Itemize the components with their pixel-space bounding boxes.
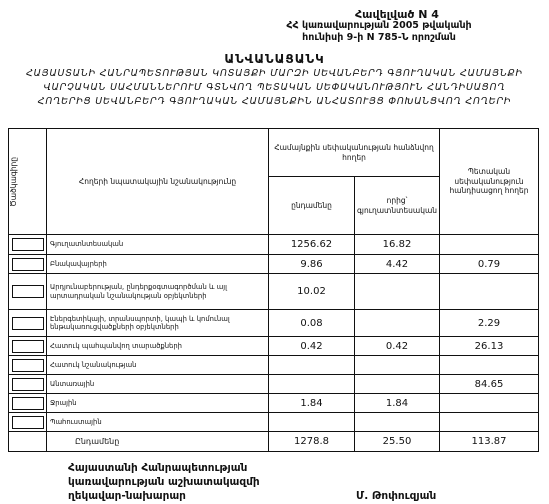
code-box	[12, 317, 44, 330]
code-box	[12, 416, 44, 429]
code-box	[12, 359, 44, 372]
signatory-name: Մ. Թոփուզյան	[356, 490, 437, 502]
value-incl: 0.42	[355, 337, 440, 356]
value-total	[269, 356, 355, 375]
appendix-line-1: ՀՀ կառավարության 2005 թվականի	[286, 20, 472, 31]
code-box	[12, 238, 44, 251]
code-cell	[9, 255, 47, 274]
footer-line-1: Հայաստանի Հանրապետության	[68, 462, 248, 474]
value-incl: 16.82	[355, 235, 440, 255]
title-line-1: ՀԱՅԱՍՏԱՆԻ ՀԱՆՐԱՊԵՏՈՒԹՅԱՆ ԿՈՏԱՅՔԻ ՄԱՐԶԻ ՍԵՎԱՆԲԵՐԴ ԳՅՈՒՂԱԿԱՆ ՀԱՄԱՅՆՔԻ	[26, 68, 523, 79]
value-total: 0.42	[269, 337, 355, 356]
value-incl	[355, 274, 440, 310]
title-line-2: ՎԱՐՉԱԿԱՆ ՍԱՀՄԱՆՆԵՐՈՒՄ ԳՏՆՎՈՂ ՊԵՏԱԿԱՆ ՍԵՓԱԿԱՆՈՒԹՅՈՒՆ ՀԱՆԴԻՍԱՑՈՂ	[43, 82, 506, 93]
land-category: Էներգետիկայի, տրանսպորտի, կապի և կոմունալ ենթակառուցվածքների օբյեկտների	[47, 310, 269, 337]
value-total	[269, 375, 355, 394]
value-state	[440, 394, 539, 413]
header-transferred: Համայնքին սեփականության հանձնվող հողեր	[269, 129, 440, 177]
value-incl	[355, 356, 440, 375]
value-total: 9.86	[269, 255, 355, 274]
land-category: Պահուստային	[47, 413, 269, 432]
value-total: 1.84	[269, 394, 355, 413]
total-state: 113.87	[440, 432, 539, 452]
value-state	[440, 235, 539, 255]
code-cell	[9, 394, 47, 413]
value-total: 10.02	[269, 274, 355, 310]
table-row	[9, 394, 539, 413]
value-total	[269, 413, 355, 432]
land-table	[8, 128, 539, 452]
value-state: 84.65	[440, 375, 539, 394]
value-incl	[355, 413, 440, 432]
table-row	[9, 337, 539, 356]
total-label: Ընդամենը	[47, 432, 269, 452]
table-row	[9, 310, 539, 337]
code-cell	[9, 375, 47, 394]
total-row	[9, 432, 539, 452]
table-row	[9, 356, 539, 375]
header-name: Հողերի նպատակային նշանակությունը	[47, 129, 269, 235]
land-category: Անտառային	[47, 375, 269, 394]
value-state: 2.29	[440, 310, 539, 337]
value-total: 0.08	[269, 310, 355, 337]
value-total: 1256.62	[269, 235, 355, 255]
code-box	[12, 378, 44, 391]
land-category: Գյուղատնտեսական	[47, 235, 269, 255]
value-incl: 4.42	[355, 255, 440, 274]
value-state	[440, 413, 539, 432]
code-cell	[9, 274, 47, 310]
value-state: 0.79	[440, 255, 539, 274]
table-row	[9, 413, 539, 432]
table-row	[9, 235, 539, 255]
code-box	[12, 397, 44, 410]
value-state	[440, 274, 539, 310]
land-category: Ջրային	[47, 394, 269, 413]
value-incl: 1.84	[355, 394, 440, 413]
header-total: ընդամենը	[269, 177, 355, 235]
land-category: Արդյունաբերության, ընդերքօգտագործման և այլ արտադրական նշանակության օբյեկտների	[47, 274, 269, 310]
value-incl	[355, 375, 440, 394]
total-code-cell	[9, 432, 47, 452]
total-total: 1278.8	[269, 432, 355, 452]
land-category: Հատուկ նշանակության	[47, 356, 269, 375]
value-incl	[355, 310, 440, 337]
code-cell	[9, 235, 47, 255]
table-row	[9, 375, 539, 394]
code-cell	[9, 337, 47, 356]
appendix-line-2: հունիսի 9-ի N 785-Ն որոշման	[302, 32, 456, 43]
total-incl: 25.50	[355, 432, 440, 452]
header-code: Ծածկագիրը	[9, 129, 47, 235]
header-state: Պետական սեփականություն հանդիսացող հողեր	[440, 129, 539, 235]
table-row	[9, 255, 539, 274]
title-line-3: ՀՈՂԵՐԻՑ ՍԵՎԱՆԲԵՐԴ ԳՅՈՒՂԱԿԱՆ ՀԱՄԱՅՆՔԻՆ ԱՆՀԱՏՈՒՅՑ ՓՈԽԱՆՑՎՈՂ ՀՈՂԵՐԻ	[37, 96, 512, 107]
land-category: Հատուկ պահպանվող տարածքների	[47, 337, 269, 356]
land-category: Բնակավայրերի	[47, 255, 269, 274]
table-row	[9, 274, 539, 310]
document-title: ԱՆՎԱՆԱՑԱՆԿ	[224, 52, 325, 66]
appendix-number: Հավելված N 4	[355, 8, 439, 21]
code-cell	[9, 310, 47, 337]
footer-line-2: կառավարության աշխատակազմի	[68, 476, 260, 488]
footer-line-3: ղեկավար-նախարար	[68, 490, 186, 502]
value-state: 26.13	[440, 337, 539, 356]
code-cell	[9, 356, 47, 375]
code-cell	[9, 413, 47, 432]
header-incl: որից՝ գյուղատնտեսական	[355, 177, 440, 235]
code-box	[12, 340, 44, 353]
value-state	[440, 356, 539, 375]
code-box	[12, 285, 44, 298]
code-box	[12, 258, 44, 271]
